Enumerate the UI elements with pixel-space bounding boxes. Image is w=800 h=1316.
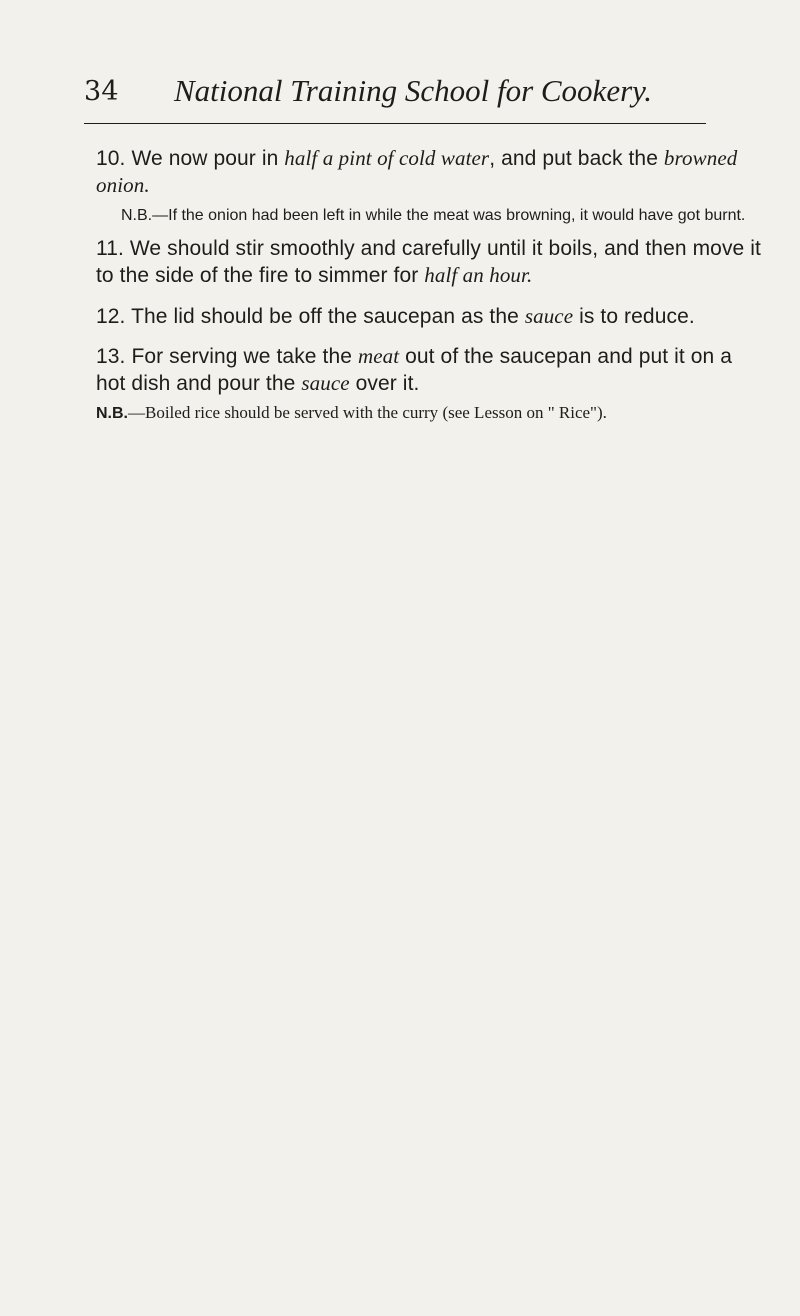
step-number: 12.: [96, 305, 126, 328]
note-nb-1: N.B.—If the onion had been left in while the meat was browning, it would have got burnt.: [121, 207, 746, 224]
step-number: 11.: [96, 237, 124, 260]
note-text: —: [128, 403, 145, 422]
step-text: We now pour in: [131, 147, 285, 170]
emphasis-text: sauce: [524, 304, 574, 328]
emphasis-text: Boiled rice: [145, 403, 221, 422]
step-number: 10.: [96, 147, 126, 170]
page-header: [84, 73, 706, 125]
step-text: We should stir smoothly and carefully until it boils, and then move it to the side of the fire to simmer for: [96, 237, 761, 287]
emphasis-text: sauce: [301, 371, 350, 395]
step-text: out of the saucepan and put it on a hot dish and pour the: [96, 345, 733, 395]
emphasis-text: curry: [402, 403, 439, 422]
emphasis-text: half an hour.: [424, 263, 533, 287]
emphasis-text: half a pint of cold water: [284, 146, 490, 170]
step-number: 13.: [96, 345, 126, 368]
step-text: , and put back the: [489, 147, 664, 170]
step-11: [96, 236, 766, 289]
step-text: is to reduce.: [573, 305, 695, 328]
note-text: (see Lesson on " Rice").: [438, 403, 607, 422]
emphasis-text: browned onion.: [96, 146, 738, 197]
note-label: N.B.: [96, 405, 128, 422]
step-text: over it.: [349, 372, 420, 395]
step-text: For serving we take the: [131, 345, 358, 368]
header-rule: [84, 123, 706, 124]
step-text: The lid should be off the saucepan as the: [131, 305, 525, 328]
page-number: 34: [84, 76, 119, 107]
note-text: should be served with the: [220, 403, 403, 422]
running-title: National Training School for Cookery.: [174, 73, 652, 108]
step-12: [96, 303, 766, 330]
emphasis-text: meat: [357, 344, 400, 368]
step-10: [96, 145, 766, 199]
recipe-text: [96, 145, 766, 424]
note-nb-2: [96, 403, 766, 424]
step-13: [96, 343, 766, 397]
